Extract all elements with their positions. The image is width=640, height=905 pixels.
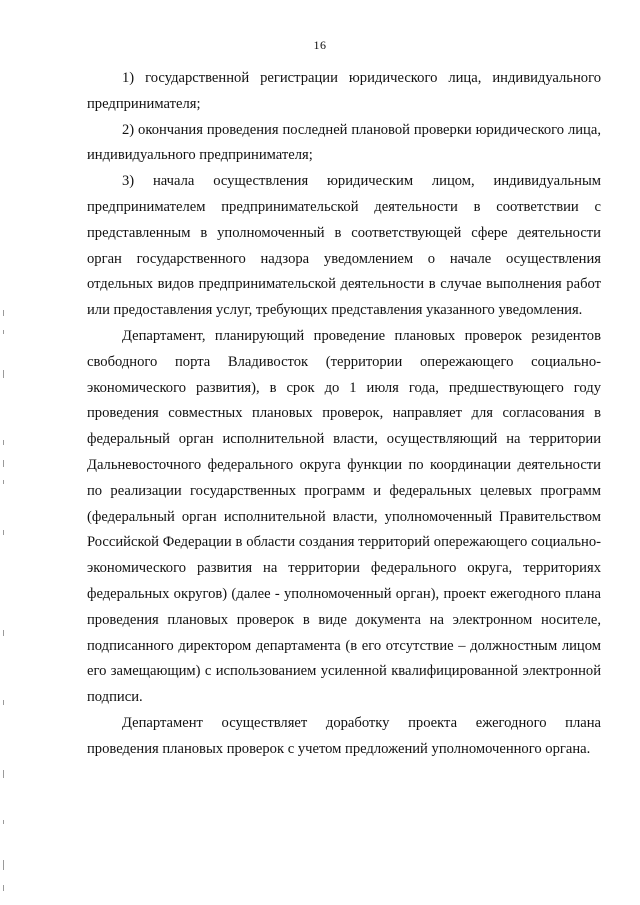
paragraph-department-plan: Департамент, планирующий проведение плановых проверок резидентов свободного порта Владивосток (территории опережающего социально-экономического развития), в срок до 1 июля года, предшествующего году проведения совместных плановых проверок, направляет для согласования в федеральный орган исполнительной власти, осуществляющий на территории Дальневосточного федерального округа функции по координации деятельности по реализации государственных программ и федеральных целевых программ (федеральный орган исполнительной власти, уполномоченный Правительством Российской Федерации в области создания территорий опережающего социально-экономического развития на территории федерального округа, территориях федеральных округов) (далее - уполномоченный орган), проект ежегодного плана проведения плановых проверок в виде документа на электронном носителе, подписанного директором департамента (в его отсутствие – должностным лицом его замещающим) с использованием усиленной квалифицированной электронной подписи.: [87, 327, 601, 706]
document-body: [87, 66, 601, 763]
page-number: 16: [313, 38, 327, 52]
scan-edge-marks: [3, 300, 6, 900]
paragraph-item-2: 2) окончания проведения последней плановой проверки юридического лица, индивидуального предпринимателя;: [87, 121, 601, 164]
paragraph-item-3: 3) начала осуществления юридическим лицом, индивидуальным предпринимателем предпринимательской деятельности в соответствии с представленным в уполномоченный в соответствующей сфере деятельности орган государственного надзора уведомлением о начале осуществления отдельных видов предпринимательской деятельности в случае выполнения работ или предоставления услуг, требующих представления указанного уведомления.: [87, 173, 601, 319]
paragraph-item-1: 1) государственной регистрации юридического лица, индивидуального предпринимателя;: [87, 70, 601, 112]
paragraph-department-revision: Департамент осуществляет доработку проекта ежегодного плана проведения плановых проверок с учетом предложений уполномоченного органа.: [87, 714, 601, 757]
